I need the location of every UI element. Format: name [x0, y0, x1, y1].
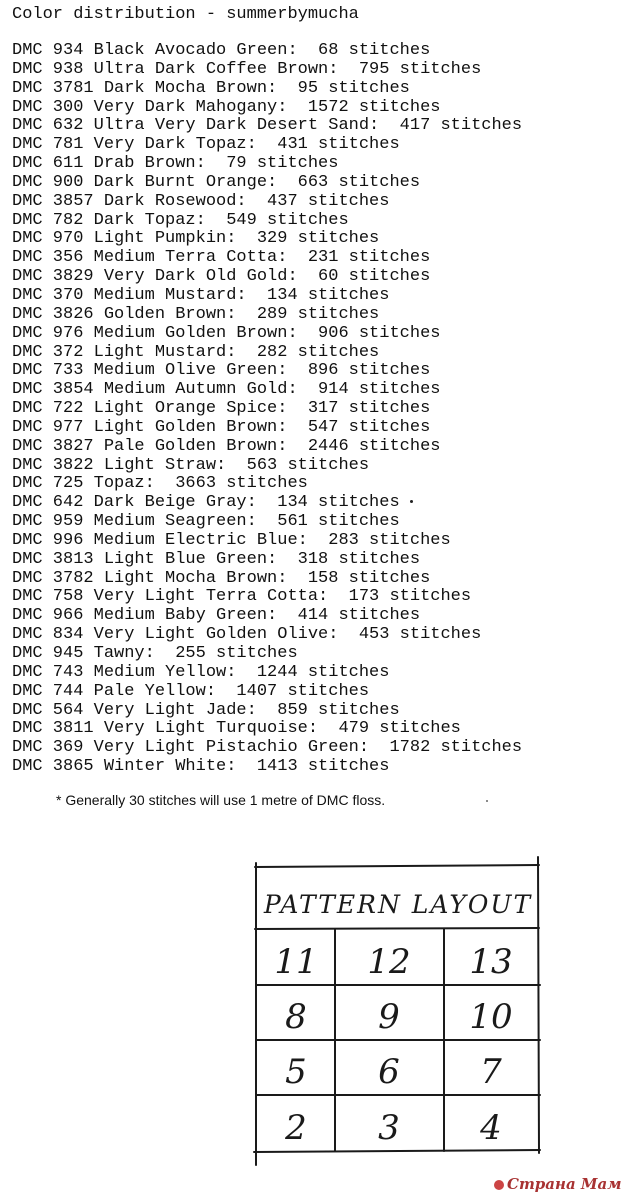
color-entry: DMC 3826 Golden Brown: 289 stitches	[12, 304, 380, 324]
color-entry: DMC 611 Drab Brown: 79 stitches	[12, 154, 339, 174]
scan-speck	[410, 500, 413, 503]
color-entry: DMC 744 Pale Yellow: 1407 stitches	[12, 681, 370, 701]
color-entry: DMC 782 Dark Topaz: 549 stitches	[12, 210, 349, 230]
grid-line-right	[538, 857, 539, 1153]
layout-cell-number: 12	[367, 942, 411, 982]
scan-speck	[486, 800, 488, 802]
color-entry: DMC 743 Medium Yellow: 1244 stitches	[12, 662, 390, 682]
layout-cell-number: 11	[274, 942, 318, 982]
color-entry: DMC 900 Dark Burnt Orange: 663 stitches	[12, 172, 421, 192]
layout-cell-number: 5	[285, 1052, 307, 1092]
color-entry: DMC 938 Ultra Dark Coffee Brown: 795 stitches	[12, 59, 482, 79]
color-entry: DMC 834 Very Light Golden Olive: 453 stitches	[12, 625, 482, 645]
color-entry: DMC 3827 Pale Golden Brown: 2446 stitches	[12, 436, 441, 456]
floss-note: * Generally 30 stitches will use 1 metre of DMC floss.	[56, 792, 386, 808]
color-entry: DMC 945 Tawny: 255 stitches	[12, 644, 298, 663]
color-entry: DMC 976 Medium Golden Brown: 906 stitches	[12, 323, 441, 343]
color-entry: DMC 300 Very Dark Mahogany: 1572 stitches	[12, 97, 441, 117]
color-entry: DMC 3822 Light Straw: 563 stitches	[12, 455, 370, 475]
color-entry: DMC 632 Ultra Very Dark Desert Sand: 417 stitches	[12, 116, 523, 136]
flower-icon	[494, 1180, 504, 1190]
color-entry: DMC 3782 Light Mocha Brown: 158 stitches	[12, 568, 431, 588]
layout-cell-number: 13	[469, 942, 513, 982]
color-entry: DMC 934 Black Avocado Green: 68 stitches	[12, 41, 431, 60]
layout-cell-number: 7	[480, 1052, 502, 1092]
color-entry: DMC 372 Light Mustard: 282 stitches	[12, 342, 380, 362]
color-entry: DMC 369 Very Light Pistachio Green: 1782 stitches	[12, 738, 523, 758]
layout-cell-number: 10	[469, 997, 513, 1037]
grid-line-top	[255, 865, 539, 867]
grid-line-bottom	[254, 1150, 540, 1152]
color-entry: DMC 758 Very Light Terra Cotta: 173 stitches	[12, 587, 472, 607]
color-entry: DMC 356 Medium Terra Cotta: 231 stitches	[12, 248, 431, 268]
color-entry: DMC 781 Very Dark Topaz: 431 stitches	[12, 135, 400, 155]
color-entry: DMC 564 Very Light Jade: 859 stitches	[12, 700, 400, 720]
color-entry: DMC 370 Medium Mustard: 134 stitches	[12, 285, 390, 305]
color-entry: DMC 959 Medium Seagreen: 561 stitches	[12, 512, 400, 532]
color-entry: DMC 970 Light Pumpkin: 329 stitches	[12, 229, 380, 249]
color-entry: DMC 3829 Very Dark Old Gold: 60 stitches	[12, 267, 431, 287]
layout-cell-number: 8	[285, 997, 307, 1037]
watermark-text: Страна Мам	[507, 1175, 621, 1193]
pattern-layout-heading: PATTERN LAYOUT	[263, 890, 533, 919]
color-entry: DMC 722 Light Orange Spice: 317 stitches	[12, 399, 431, 419]
document-title: Color distribution - summerbymucha	[12, 5, 359, 24]
grid-line-h1	[255, 928, 539, 929]
color-entry: DMC 642 Dark Beige Gray: 134 stitches	[12, 493, 400, 513]
color-entry: DMC 977 Light Golden Brown: 547 stitches	[12, 417, 431, 437]
layout-cell-number: 6	[378, 1052, 400, 1092]
color-entry: DMC 733 Medium Olive Green: 896 stitches	[12, 361, 431, 381]
color-entry: DMC 3854 Medium Autumn Gold: 914 stitches	[12, 380, 441, 400]
color-entry: DMC 3813 Light Blue Green: 318 stitches	[12, 549, 421, 569]
layout-cell-number: 9	[378, 997, 400, 1037]
site-watermark	[494, 1175, 621, 1193]
layout-cell-number: 2	[285, 1108, 307, 1148]
layout-cell-number: 4	[480, 1108, 502, 1148]
color-entry: DMC 3811 Very Light Turquoise: 479 stitches	[12, 719, 461, 739]
layout-cell-number: 3	[378, 1108, 400, 1148]
color-entry: DMC 996 Medium Electric Blue: 283 stitches	[12, 530, 451, 550]
pattern-layout-grid	[248, 855, 548, 1167]
color-entry: DMC 966 Medium Baby Green: 414 stitches	[12, 606, 421, 626]
color-entry: DMC 725 Topaz: 3663 stitches	[12, 474, 308, 494]
color-entry: DMC 3857 Dark Rosewood: 437 stitches	[12, 191, 390, 211]
color-list	[12, 42, 522, 777]
color-entry: DMC 3865 Winter White: 1413 stitches	[12, 757, 390, 777]
color-entry: DMC 3781 Dark Mocha Brown: 95 stitches	[12, 78, 410, 98]
